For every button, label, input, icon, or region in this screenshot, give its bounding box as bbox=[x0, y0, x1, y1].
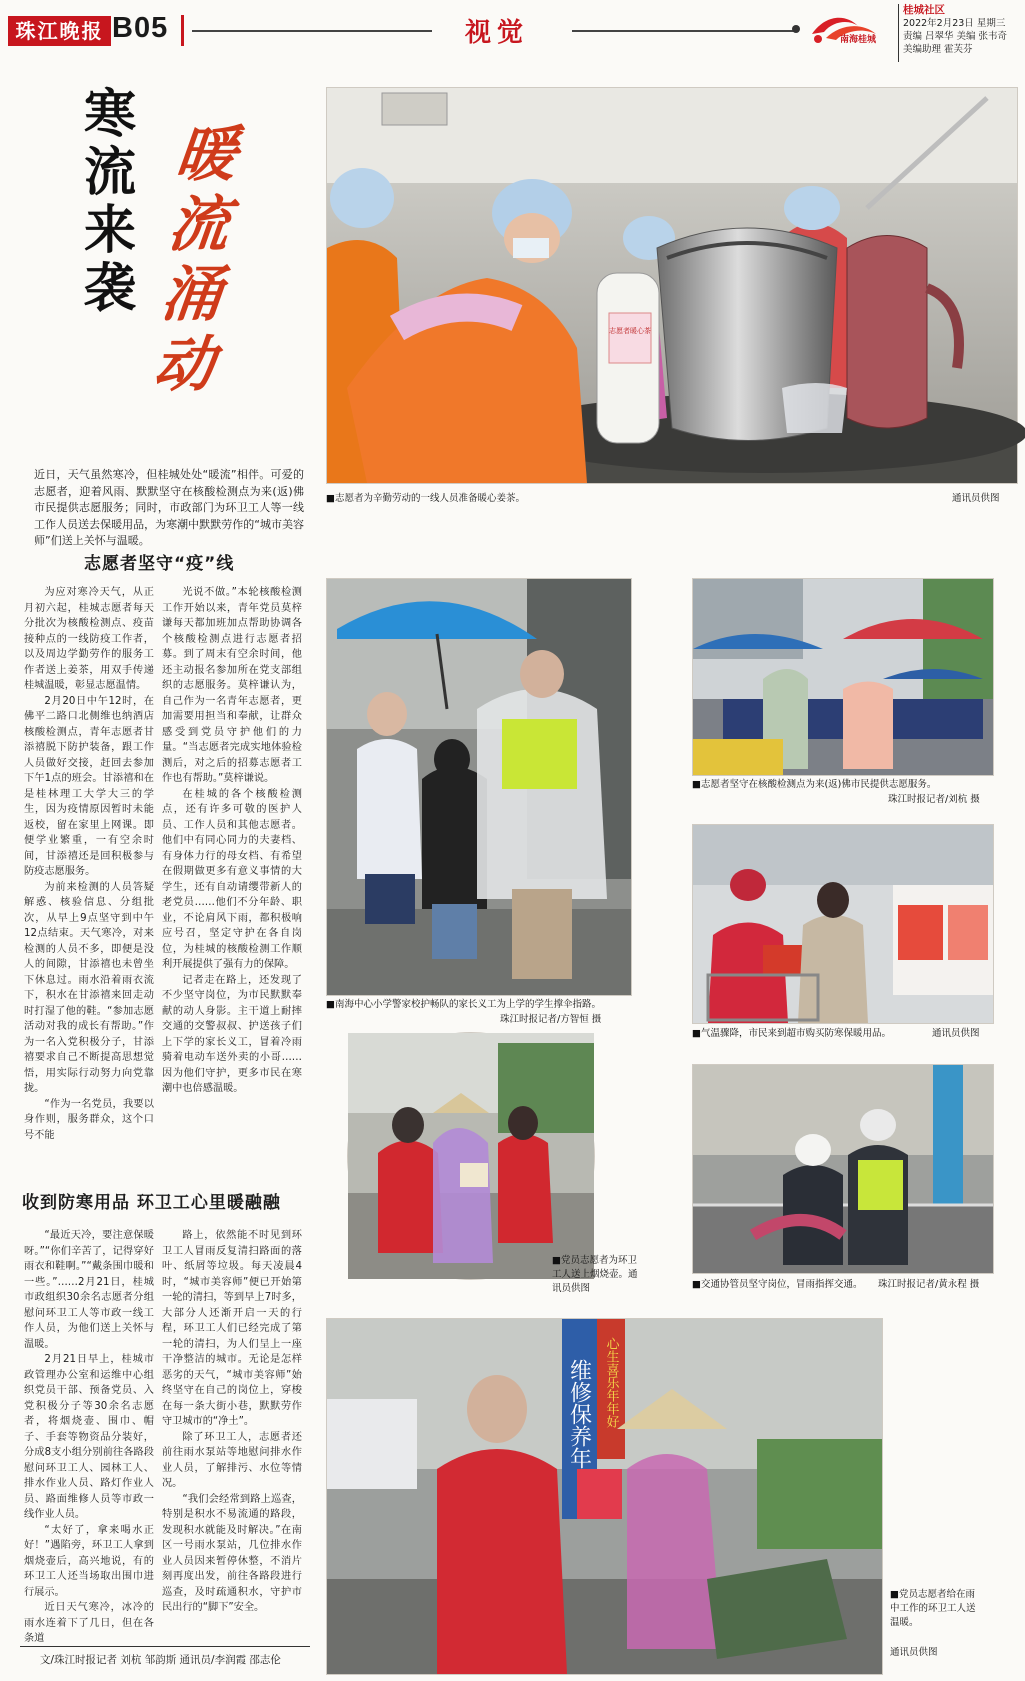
header-rule-right bbox=[572, 30, 798, 32]
caption-sanitation-worker: ■党员志愿者给在雨中工作的环卫工人送温暖。 bbox=[890, 1589, 976, 1628]
photo-kettle-gift bbox=[347, 1032, 595, 1280]
credit-umbrella-volunteer: 珠江时报记者/方智恒 摄 bbox=[500, 1014, 602, 1025]
sign-red-text: 心生喜乐年年好 bbox=[603, 1337, 619, 1428]
byline-rule bbox=[20, 1646, 310, 1647]
sign-blue-text: 维修保养年 bbox=[566, 1359, 592, 1469]
credit-traffic-guard: 珠江时报记者/黄永程 摄 bbox=[878, 1279, 980, 1290]
credit-testing-point: 珠江时报记者/刘杭 摄 bbox=[888, 794, 980, 805]
editors: 责编 吕翠华 美编 张韦奇 bbox=[903, 31, 1008, 42]
thermos-label: 志愿者暖心茶 bbox=[609, 327, 651, 335]
story2-paragraph: 近日天气寒冷，冰冷的雨水连着下了几日，但在各条道 bbox=[24, 1602, 154, 1644]
story1-column-1 bbox=[24, 585, 154, 1141]
story1-paragraph: 为前来检测的人员答疑解惑、核验信息、分组批次，从早上9点坚守到中午12点结束。天气寒冷，对来检测的人员不多，即便是没人的间隙，甘添禧也未曾坐下休息过。雨水沿着雨衣流下，积水在甘添禧来回走动时打湿了他的鞋。“参加志愿活动对我的成长有帮助。”作为一名入党积极分子，甘添禧要求自己不断提高思想觉悟，用实际行动努力向党靠拢。 bbox=[24, 881, 154, 1094]
page-number: B05 bbox=[112, 12, 169, 44]
caption-kettle-gift: ■党员志愿者为环卫工人送上烟烧壶。通讯员供图 bbox=[552, 1255, 638, 1294]
feature-title: 寒流来袭 bbox=[83, 84, 136, 319]
issue-info bbox=[898, 4, 1025, 62]
credit-ginger-tea: 通讯员供图 bbox=[952, 493, 1000, 504]
caption-supermarket: ■气温骤降，市民来到超市购买防寒保暖用品。 bbox=[692, 1028, 891, 1039]
caption-testing-point: ■志愿者坚守在核酸检测点为来(返)佛市民提供志愿服务。 bbox=[692, 779, 937, 790]
caption-umbrella-volunteer: ■南海中心小学警家校护畅队的家长义工为上学的学生撑伞指路。 bbox=[326, 999, 601, 1010]
header-divider bbox=[181, 15, 184, 46]
story2-paragraph: “太好了，拿来喝水正好！”遇陷旁，环卫工人拿到烟烧壶后，高兴地说，有的环卫工人还当场取出围巾进行展示。 bbox=[24, 1524, 154, 1598]
story2-column-2 bbox=[162, 1228, 302, 1638]
issue-date: 2022年2月23日 星期三 bbox=[903, 18, 1006, 29]
editor-assistant: 美编助理 霍芙芬 bbox=[903, 44, 973, 55]
caption-ginger-tea: ■志愿者为辛勤劳动的一线人员准备暖心姜茶。 bbox=[326, 493, 525, 504]
story2-paragraph: 除了环卫工人，志愿者还前往雨水泵站等地慰问排水作业人员，了解排污、水位等情况。 bbox=[162, 1431, 302, 1489]
story1-paragraph: 光说不做。”本轮核酸检测工作开始以来，青年党员莫梓谦每天都加班加点帮助协调各个核酸检测点进行志愿者招募。到了周末有空余时间，他还主动报名参加所在党支部组织的志愿服务。莫梓谦认为，自己作为一名青年志愿者，更加需要用担当和奉献，让群众感受到党员守护他们的力量。“当志愿者完成实地体验检测后，对之后的招募志愿者工作也有帮助。”莫梓谦说。 bbox=[162, 587, 302, 784]
story2-paragraph: 路上，依然能不时见到环卫工人冒雨反复清扫路面的落叶、纸屑等垃圾。每天凌晨4时，“城市美容师”便已开始第一轮的清扫，等到早上7时多，大部分人还渐开启一天的行程，环卫工人们已经完成了第一轮的清扫，为人们呈上一座干净整洁的城市。无论是怎样恶劣的天气，“城市美容师”始终坚守在自己的岗位上，穿梭在每一条大街小巷，默默劳作守卫城市的“净土”。 bbox=[162, 1230, 302, 1427]
photo-sanitation-worker bbox=[326, 1318, 883, 1675]
story2-headline: 收到防寒用品 环卫工心里暖融融 bbox=[22, 1193, 281, 1213]
story1-paragraph: 在桂城的各个核酸检测点，还有许多可敬的医护人员、工作人员和其他志愿者。他们中有同心同力的夫妻档、有身体力行的母女档、有希望在假期做更多有意义事情的大学生，还有自动请缨带新人的老党员……他们不分年龄、职业，不论肩风下雨，都积极响应号召，坚定守护在各自岗位，为桂城的核酸检测工作顺利开展提供了强有力的保障。 bbox=[162, 788, 302, 970]
photo-ginger-tea bbox=[326, 87, 1018, 484]
credit-supermarket: 通讯员供图 bbox=[932, 1028, 980, 1039]
byline: 文/珠江时报记者 刘杭 邹韵斯 通讯员/李润霞 邵志伦 bbox=[40, 1654, 281, 1666]
story2-paragraph: “最近天冷，要注意保暖呀。”“你们辛苦了，记得穿好雨衣和鞋啊。”“戴条围巾暖和一些。”……2月21日，桂城市政组织30余名志愿者分组慰问环卫工人等市政一线工作人员，为他们送上关怀与温暖。 bbox=[24, 1230, 154, 1350]
story1-paragraph: 记者走在路上，还发现了不少坚守岗位，为市民默默奉献的动人身影。主干道上耐摔交通的交警叔叔、护送孩子们上下学的家长义工，冒着冷雨骑着电动车送外卖的小哥……因为他们守护，更多市民在寒潮中也倍感温暖。 bbox=[162, 974, 302, 1094]
photo-umbrella-volunteer bbox=[326, 578, 632, 996]
story1-headline: 志愿者坚守“疫”线 bbox=[84, 554, 235, 574]
credit-sanitation-worker: 通讯员供图 bbox=[890, 1647, 938, 1658]
story1-paragraph: “作为一名党员，我要以身作则，服务群众，这个口号不能 bbox=[24, 1098, 154, 1141]
column-name: 桂城社区 bbox=[903, 4, 945, 16]
section-title: 视觉 bbox=[465, 18, 530, 48]
photo-supermarket bbox=[692, 824, 994, 1024]
story1-paragraph: 为应对寒冷天气，从正月初六起，桂城志愿者每天分批次为核酸检测点、疫苗接种点的一线防疫工作者，以及周边学勤劳作的服务工作者送上姜茶，用双手传递桂城温暖，彰显志愿温情。 bbox=[24, 587, 154, 691]
feature-intro: 近日，天气虽然寒冷，但桂城处处“暖流”相伴。可爱的志愿者，迎着风雨、默默坚守在核酸检测点为来(返)佛市民提供志愿服务；同时，市政部门为环卫工人等一线工作人员送去保暖用品，为寒潮中默默劳作的“城市美容师”们送上关怀与温暖。 bbox=[34, 468, 304, 547]
story2-column-1 bbox=[24, 1228, 154, 1644]
story2-paragraph: “我们会经常到路上巡查，特别是积水不易流通的路段，发现积水就能及时解决。”在南区一号雨水泵站，几位排水作业人员因来暂停休整，不消片刻再度出发，前往各路段进行巡查，及时疏通积水，守护市民出行的“脚下”安全。 bbox=[162, 1493, 302, 1613]
nanhai-guicheng-logo bbox=[806, 8, 898, 52]
story1-paragraph: 2月20日中午12时，在佛平二路口北侧维也纳酒店核酸检测点，青年志愿者甘添禧脱下防护装备，跟工作人员做好交接，赶回去参加下午1点的班会。甘添禧和在是桂林理工大学大三的学生，因为疫情原因暂时未能返校，留在家里上网课。即便学业繁重，一有空余时间，甘添禧还是回积极参与防疫志愿服务。 bbox=[24, 695, 154, 877]
feature-subtitle: 暖流涌动 bbox=[150, 120, 240, 400]
masthead-logo: 珠江晚报 bbox=[8, 16, 111, 46]
photo-testing-point bbox=[692, 578, 994, 776]
caption-traffic-guard: ■交通协管员坚守岗位，冒雨指挥交通。 bbox=[692, 1279, 863, 1290]
header-rule-left bbox=[192, 30, 432, 32]
story2-paragraph: 2月21日早上，桂城市政管理办公室和运维中心组织党员干部、预备党员、入党积极分子等30余名志愿者，将烟烧壶、围巾、帽子、手套等物资品分装好，分成8支小组分别前往各路段慰问环卫工人、园林工人、排水作业人员、路灯作业人员、路面维修人员等市政一线作业人员。 bbox=[24, 1354, 154, 1520]
photo-traffic-guard bbox=[692, 1064, 994, 1274]
logo-text: 南海桂城 bbox=[840, 35, 877, 45]
story1-column-2 bbox=[162, 585, 302, 1094]
rule-dot bbox=[792, 25, 800, 33]
